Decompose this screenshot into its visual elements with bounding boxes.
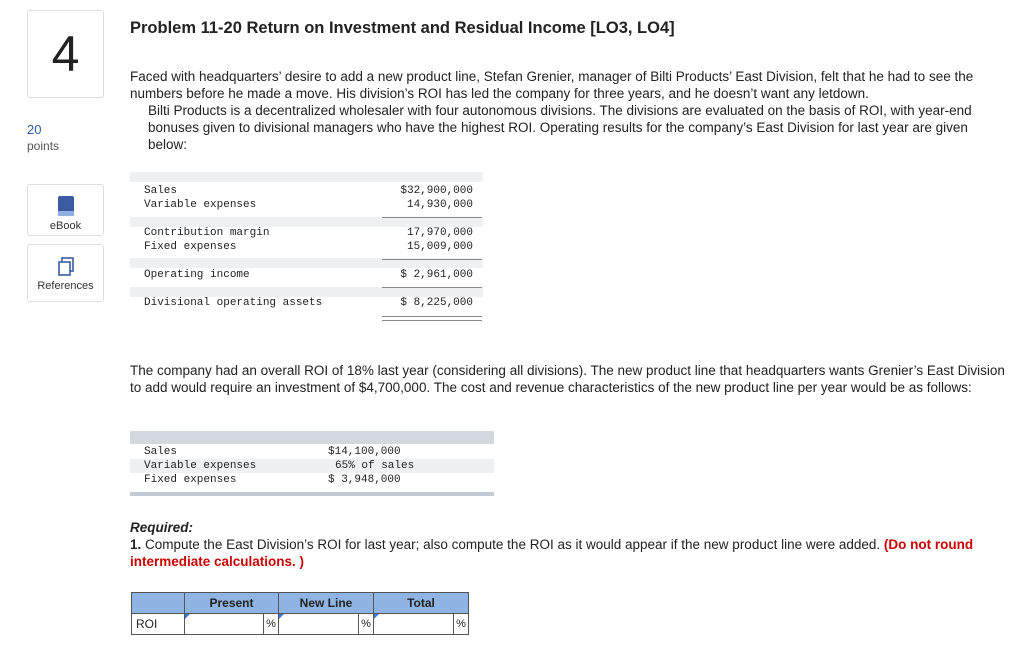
- row-label: Divisional operating assets: [144, 297, 323, 309]
- ebook-label: eBook: [49, 220, 82, 232]
- table-band: [130, 172, 483, 182]
- row-value: $ 3,948,000: [328, 474, 401, 486]
- row-label: Sales: [144, 446, 178, 458]
- table-footer-band: [130, 492, 494, 496]
- double-underline: [382, 316, 482, 317]
- required-heading: Required:: [130, 520, 194, 535]
- question-number: 4: [27, 10, 104, 98]
- row-value: $ 2,961,000: [400, 269, 473, 281]
- answer-header-row: [132, 593, 469, 614]
- header-new-line: New Line: [279, 593, 374, 614]
- row-value: $32,900,000: [400, 185, 473, 197]
- header-blank: [132, 593, 185, 614]
- problem-text: [130, 68, 1010, 153]
- points-value: 20: [27, 122, 42, 137]
- points-label: points: [27, 139, 60, 153]
- row-value: 17,970,000: [406, 227, 473, 239]
- header-total: Total: [374, 593, 469, 614]
- new-line-table: [130, 431, 494, 496]
- paragraph-1: Faced with headquarters’ desire to add a new product line, Stefan Grenier, manager of Bilti Products’ East Division, felt that he had to see the numbers before he made a move. His division’s ROI has led the company for three years, and he doesn’t want any letdown.: [130, 69, 974, 101]
- ebook-button[interactable]: [27, 184, 104, 236]
- row-value: $14,100,000: [328, 446, 401, 458]
- paragraph-2: Bilti Products is a decentralized wholesaler with four autonomous divisions. The divisions are evaluated on the basis of ROI, with year-end bonuses given to divisional managers who have the highest ROI. Operating results for the company’s East Division for last year are given below:: [148, 103, 972, 152]
- problem-title: Problem 11-20 Return on Investment and Residual Income [LO3, LO4]: [130, 19, 675, 37]
- input-marker-icon: [185, 614, 190, 619]
- row-value: 15,009,000: [406, 241, 473, 253]
- underline: [382, 259, 482, 260]
- row-label: Variable expenses: [144, 460, 257, 472]
- east-division-table: [130, 172, 483, 322]
- total-roi-input[interactable]: [374, 615, 452, 633]
- percent-unit: %: [359, 614, 374, 635]
- row-label: Variable expenses: [144, 199, 257, 211]
- row-value: 65% of sales: [335, 460, 415, 472]
- new-line-cell: [279, 614, 359, 635]
- row-label: Operating income: [144, 269, 250, 281]
- row-value: $ 8,225,000: [400, 297, 473, 309]
- header-present: Present: [185, 593, 279, 614]
- underline: [382, 217, 482, 218]
- paragraph-3: The company had an overall ROI of 18% last year (considering all divisions). The new product line that headquarters wants Grenier’s East Division to add would require an investment of $4,700,000. The cost and revenue characteristics of the new product line per year would be as follows:: [130, 363, 1005, 395]
- percent-unit: %: [454, 614, 469, 635]
- row-label: Fixed expenses: [144, 241, 237, 253]
- table-header-band: [130, 431, 494, 444]
- row-value: 14,930,000: [406, 199, 473, 211]
- ebook-icon: [57, 195, 75, 217]
- required-section: [130, 519, 1010, 570]
- input-marker-icon: [279, 614, 284, 619]
- present-cell: [185, 614, 264, 635]
- underline: [382, 287, 482, 288]
- answer-row-roi: [132, 614, 469, 635]
- table-band: [130, 217, 483, 227]
- new-line-roi-input[interactable]: [279, 615, 357, 633]
- row-label: Fixed expenses: [144, 474, 237, 486]
- table-band: [130, 287, 483, 297]
- item-number: 1.: [130, 537, 142, 552]
- row-label: Contribution margin: [144, 227, 270, 239]
- percent-unit: %: [264, 614, 279, 635]
- required-item: [130, 536, 1010, 570]
- row-label-roi: ROI: [132, 614, 185, 635]
- roi-answer-table: [131, 592, 469, 635]
- input-marker-icon: [374, 614, 379, 619]
- references-button[interactable]: [27, 244, 104, 302]
- references-icon: [57, 257, 75, 277]
- row-label: Sales: [144, 185, 178, 197]
- present-roi-input[interactable]: [185, 615, 263, 633]
- references-label: References: [37, 280, 94, 292]
- rounding-note: (Do not round intermediate calculations. ): [130, 537, 974, 569]
- total-cell: [374, 614, 454, 635]
- double-underline: [382, 320, 482, 321]
- points-info: [27, 122, 59, 154]
- item-text: Compute the East Division’s ROI for last year; also compute the ROI as it would appear if the new product line were added.: [145, 537, 881, 552]
